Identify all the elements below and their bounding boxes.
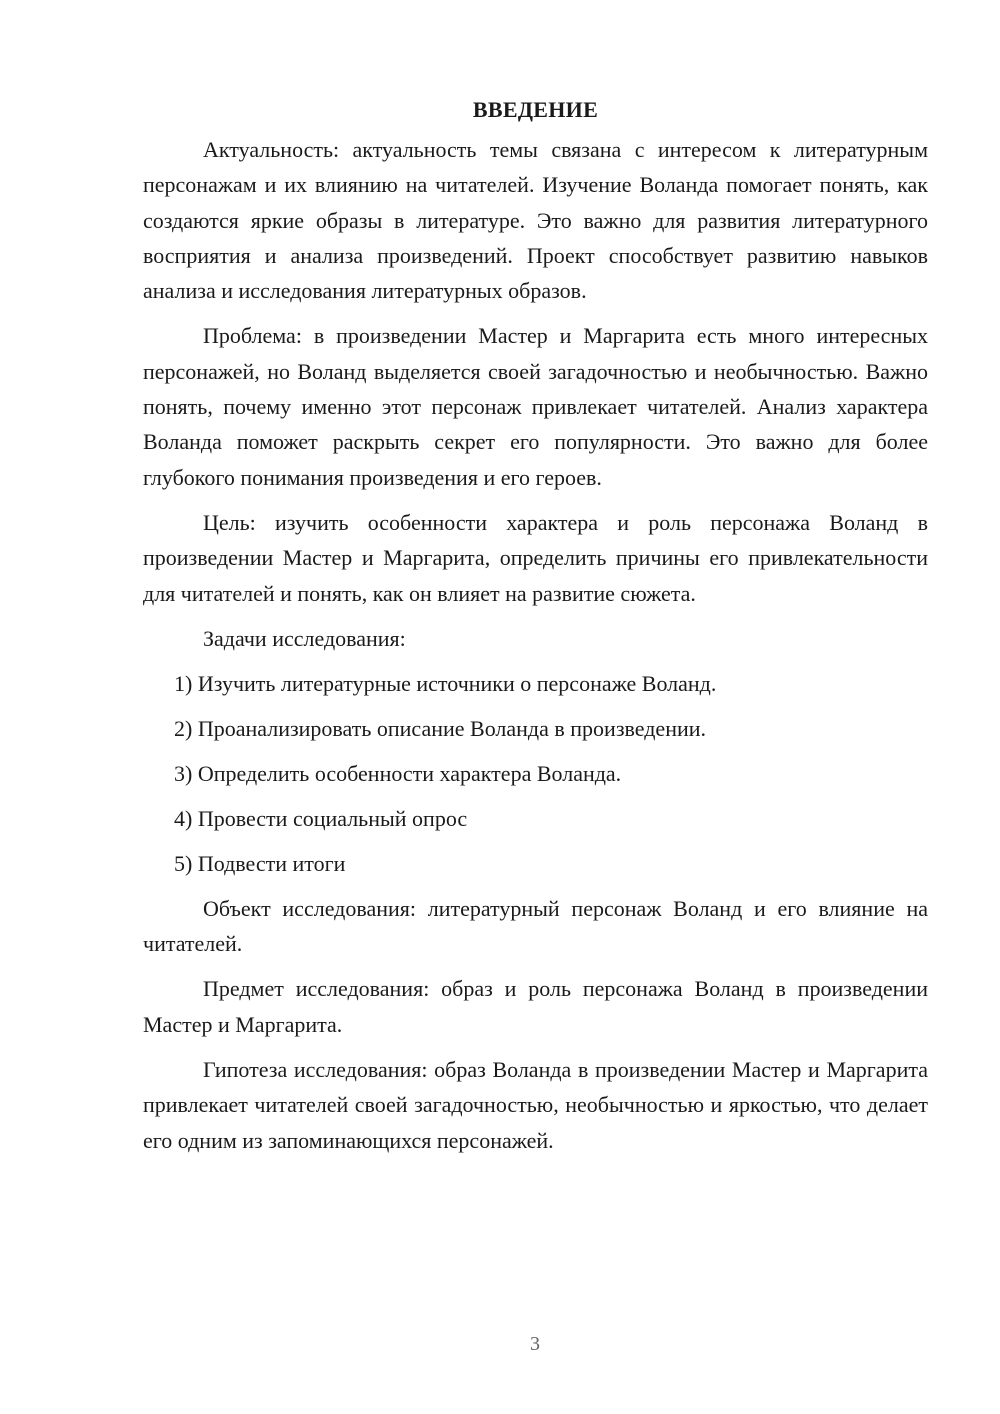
paragraph-subject: Предмет исследования: образ и роль персонажа Воланд в произведении Мастер и Маргарита. xyxy=(143,976,928,1037)
paragraph-relevance: Актуальность: актуальность темы связана с интересом к литературным персонажам и их влиянию на читателей. Изучение Воланда помогает понять, как создаются яркие образы в литературе. Это важно для развития литературного восприятия и анализа произведений. Проект способствует развитию навыков анализа и исследования литературных образов. xyxy=(143,137,928,304)
paragraph-goal: Цель: изучить особенности характера и роль персонажа Воланд в произведении Мастер и Маргарита, определить причины его привлекательности для читателей и понять, как он влияет на развитие сюжета. xyxy=(143,509,928,606)
paragraph-problem: Проблема: в произведении Мастер и Маргарита есть много интересных персонажей, но Воланд выделяется своей загадочностью и необычностью. Важно понять, почему именно этот персонаж привлекает читателей. Анализ характера Воланда поможет раскрыть секрет его популярности. Это важно для более глубокого понимания произведения и его героев. xyxy=(143,323,928,490)
task-item-4: 4) Провести социальный опрос xyxy=(174,805,468,831)
paragraph-hypothesis: Гипотеза исследования: образ Воланда в произведении Мастер и Маргарита привлекает читателей своей загадочностью, необычностью и яркостью, что делает его одним из запоминающихся персонажей. xyxy=(143,1057,928,1153)
task-item-2: 2) Проанализировать описание Воланда в произведении. xyxy=(174,715,707,741)
document-page xyxy=(143,92,928,1168)
page-number: 3 xyxy=(530,1333,540,1355)
task-item-1: 1) Изучить литературные источники о персонаже Воланд. xyxy=(174,670,717,696)
paragraph-object: Объект исследования: литературный персонаж Воланд и его влияние на читателей. xyxy=(143,895,928,957)
page-title: ВВЕДЕНИЕ xyxy=(472,97,599,122)
task-item-3: 3) Определить особенности характера Воланда. xyxy=(174,760,622,786)
tasks-title: Задачи исследования: xyxy=(203,625,406,651)
task-item-5: 5) Подвести итоги xyxy=(174,850,346,876)
